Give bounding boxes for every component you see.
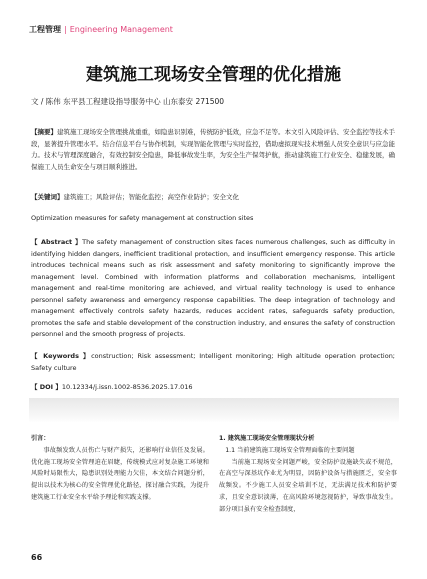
abstract-en-text: The safety management of construction sites faces numerous challenges, such as difficulty in identifying hidden dangers, inefficient traditional protection, and insufficient emergency response. This article introduces technical means such as risk assessment and safety monitoring to significantly improve the management level. Combined with information platforms and collaboration mechanisms, intelligent management and real-time monitoring are achieved, and virtual reality technology is used to enhance personnel safety awareness and emergency response capabilities. The deep integration of technology and management effectively controls safety hazards, reduces accident rates, safeguards safety production, promotes the safe and stable development of the construction industry, and ensures the safety of construction personnel and the smooth progress of projects. xyxy=(31,238,395,338)
body-column-left xyxy=(31,433,209,546)
keywords-cn-label: 【关键词】 xyxy=(31,193,64,201)
doi-value: 10.12334/j.issn.1002-8536.2025.17.016 xyxy=(61,383,193,391)
abstract-en-label: 【 Abstract 】 xyxy=(31,238,83,246)
abstract-en xyxy=(31,237,395,345)
header-section-cn: 工程管理 xyxy=(29,25,61,34)
keywords-en-text: construction; Risk assessment; Intelligent monitoring; High altitude operation protection; Safety culture xyxy=(31,352,395,372)
abstract-cn-label: 【摘要】 xyxy=(31,128,57,136)
section-1-heading: 1. 建筑施工现场安全管理现状分析 xyxy=(219,435,315,442)
abstract-cn-text: 建筑施工现场安全管理挑战重重，如隐患识别难，传统防护低效，应急不足等。本文引入风险评估、安全监控等技术手段，显著提升管理水平。结合信息平台与协作机制，实现智能化管理与实时监控，借助虚拟现实技术增强人员安全意识与应急能力。技术与管理深度融合，有效控制安全隐患，降低事故发生率，为安全生产保驾护航，推动建筑施工行业安全、稳健发展，确保施工人员生命安全与项目顺利推进。 xyxy=(31,128,395,171)
abstract-cn xyxy=(31,127,395,187)
section-1-1-heading: 1.1 当前建筑施工现场安全管理面临的主要问题 xyxy=(225,446,355,454)
keywords-cn xyxy=(31,192,395,204)
keywords-en xyxy=(31,351,395,373)
article-title: 建筑施工现场安全管理的优化措施 xyxy=(86,65,341,85)
section-1-1-text: 当前施工现场安全问题严峻，安全防护设施缺失或不规范，在高空与深基坑作业尤为明显，因防护设备与措施匮乏，安全事故频发。不少施工人员安全培训不足，无法满足技术和防护要求，且安全意识淡薄，在高风险环境忽视防护，导致事故发生。部分项目虽有安全检查制度， xyxy=(219,458,397,513)
intro-heading: 引言： xyxy=(31,435,50,442)
section-divider-band xyxy=(29,398,399,423)
body-column-right xyxy=(219,433,397,546)
header-separator: | xyxy=(64,25,67,34)
page-number: 66 xyxy=(31,553,43,562)
doi-line xyxy=(31,382,395,394)
keywords-en-label: 【 Keywords 】 xyxy=(31,352,92,360)
intro-text: 事故频发致人员伤亡与财产损失，还影响行业信任及发展。优化施工现场安全管理迫在眉睫，传统模式应对复杂施工环境和风险时局限性大，隐患识别处理能力欠佳，本文结合问题分析，提出以技术为核心的安全管理优化路径，探讨融合实践，为提升建筑施工行业安全水平给予理论和实践支撑。 xyxy=(31,446,209,501)
keywords-cn-text: 建筑施工；风险评估；智能化监控；高空作业防护；安全文化 xyxy=(63,193,239,201)
running-header xyxy=(29,24,173,35)
header-section-en: Engineering Management xyxy=(69,25,173,34)
doi-label: 【 DOI 】 xyxy=(31,383,62,391)
english-title: Optimization measures for safety management at construction sites xyxy=(31,214,254,222)
author-line: 文 / 陈伟 东平县工程建设指导服务中心 山东泰安 271500 xyxy=(31,97,225,106)
